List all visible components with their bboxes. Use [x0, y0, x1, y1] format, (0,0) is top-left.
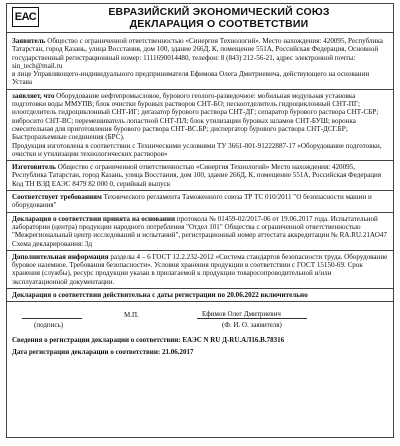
declaration-document [6, 3, 394, 438]
title-declaration: ДЕКЛАРАЦИЯ О СООТВЕТСТВИИ [129, 18, 309, 30]
document-title [47, 6, 391, 30]
basis-section [7, 215, 393, 251]
additional-label: Дополнительная информация [12, 252, 109, 261]
applicant-director: в лице Управляющего-индивидуального предпринимателя Ефимова Олега Дмитриевича, действующего на основании Устава [12, 70, 370, 87]
product-manufactured: Продукция изготовлена в соответствии с Техническими условиями ТУ 3661-001-91222887-17 «Оборудование подготовки, очистки и утилизации технологических растворов» [12, 141, 382, 158]
requirements-text: Технического регламента Таможенного союза ТР ТС 010/2011 "О безопасности машин и оборудования" [12, 193, 372, 210]
requirements-label: Соответствует требованиям [12, 193, 102, 202]
requirements-section [7, 193, 393, 213]
product-text: Оборудование нефтепромысловое, бурового геолого-разведочное: мобильная модульная установка подготовки воды ММУПВ; блок очистки буровых растворов СНТ-БО; пескоотделитель гидроциклонный СНТ-ПГ; илоотделитель гидроциклонный СНТ-ИГ; дегазатор бурового раствора СНТ-ДГ; сепаратор бурового раствора СНТ-СБР; вибросито СНТ-ВС; перемешиватель лопастной СНТ-ПЛ; блок утилизации буровых шламов СНТ-БУШ; воронка смесительная для приготовления бурового раствора СНТ-ВС.БР; диспергатор бурового раствора СНТ-ДСГ.БР; Быстроразъемные соединения (БРС). [12, 91, 379, 142]
tn-ved-code: Код ТН ВЭД ЕАЭС 8479 82 000 0, серийный выпуск [12, 179, 171, 188]
additional-section [7, 253, 393, 289]
name-line [197, 318, 307, 319]
signature-line [22, 318, 82, 319]
signatory-name: Ефимов Олег Дмитриевич [202, 310, 281, 319]
registration-date-label: Дата регистрации декларации о соответствии: [12, 348, 161, 357]
basis-label: Декларация о соответствии принята на основании [12, 214, 176, 223]
applicant-text: Общество с ограниченной ответственностью «Синергия Технологий». Место нахождения: 420095, Республика Татарстан, город Казань, улица Восстания, дом 100, здание 266Д, К, помещение 551А, Российская Федерация, Основной государственный регистрационный номер: 1111690014480, телефон: 8 (843) 212-56-21, адрес электронной почты: sin_tech@mail.ru [12, 37, 383, 70]
signature-block [12, 306, 388, 336]
validity-label: Декларация о соответствии действительна с даты регистрации по [12, 291, 226, 300]
title-union: ЕВРАЗИЙСКИЙ ЭКОНОМИЧЕСКИЙ СОЮЗ [108, 6, 330, 18]
additional-text: разделы 4 – 6 ГОСТ 12.2.232-2012 «Система стандартов безопасности труда. Оборудование буровое наземное. Требования безопасности». Условия хранения продукции в соответствии с ГОСТ 15150-69. Срок хранения (службы), ресурс продукции указан в прилагаемой к продукции товаросопроводительной и/или эксплуатационной документации. [12, 252, 388, 286]
eac-logo: ЕАС [12, 7, 39, 27]
registration-date: 21.06.2017 [161, 348, 194, 357]
document-body [7, 33, 393, 356]
signature-caption: (подпись) [34, 321, 64, 330]
applicant-section [7, 37, 393, 90]
manufacturer-section [7, 163, 393, 191]
basis-text: протокола № 01459-02/2017-06 от 19.06.2017 года. Испытательной лаборатории (центра) продукции народного потребления "Отдел 101" Общества с ограниченной ответственностью "Межрегиональный центр исследований и испытаний", регистрационный номер аттестата аккредитации № RA.RU.21АО47 Схема декларирования: 3д [12, 214, 387, 248]
stamp-place: М.П. [124, 311, 139, 320]
validity-section [7, 291, 393, 302]
manufacturer-text: Общество с ограниченной ответственностью «Синергия Технологий» Место нахождения: 420095, Республика Татарстан, город Казань, улица Восстания, дом 100, здание 266Д, К, помещение 551А, Российская Федерация [12, 163, 382, 180]
name-caption: (Ф. И. О. заявителя) [222, 321, 282, 330]
applicant-label: Заявитель [12, 37, 46, 45]
manufacturer-label: Изготовитель [12, 163, 56, 172]
validity-date: 20.06.2022 включительно [226, 291, 308, 300]
product-section [7, 92, 393, 161]
document-header [7, 4, 393, 33]
product-label: заявляет, что [12, 91, 55, 100]
registration-number-label: Сведения о регистрации декларации о соответствии: [12, 336, 181, 345]
registration-number: ЕАЭС N RU Д-RU.АЛ16.В.78316 [182, 336, 285, 345]
registration-section [12, 336, 388, 356]
